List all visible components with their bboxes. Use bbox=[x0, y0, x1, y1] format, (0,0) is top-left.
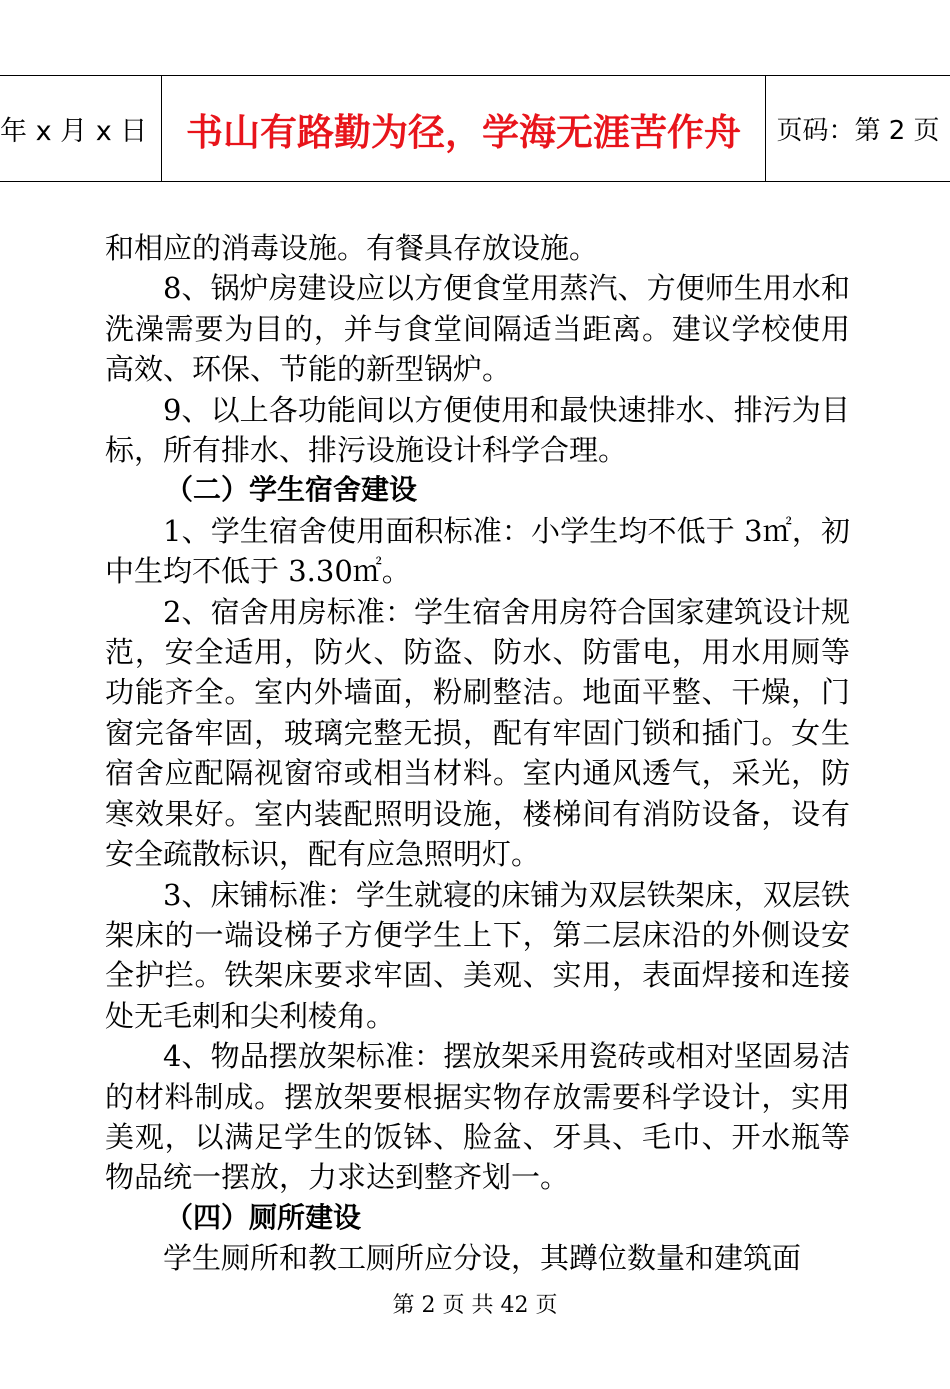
header-date: 年 x 月 x 日 bbox=[0, 76, 162, 181]
header-page-number: 页码：第 2 页 bbox=[776, 116, 940, 146]
paragraph: 1、学生宿舍使用面积标准：小学生均不低于 3㎡，初中生均不低于 3.30㎡。 bbox=[105, 513, 850, 589]
section-heading: （四）厕所建设 bbox=[165, 1200, 362, 1234]
document-body bbox=[105, 228, 850, 1279]
paragraph: 学生厕所和教工厕所应分设，其蹲位数量和建筑面 bbox=[163, 1241, 802, 1276]
header-motto: 书山有路勤为径，学海无涯苦作舟 bbox=[162, 76, 766, 181]
paragraph: 8、锅炉房建设应以方便食堂用蒸汽、方便师生用水和洗澡需要为目的，并与食堂间隔适当距离。建议学校使用高效、环保、节能的新型锅炉。 bbox=[105, 271, 850, 387]
paragraph: 4、物品摆放架标准：摆放架采用瓷砖或相对坚固易洁的材料制成。摆放架要根据实物存放需要科学设计，实用美观，以满足学生的饭钵、脸盆、牙具、毛巾、开水瓶等物品统一摆放，力求达到整齐划一。 bbox=[105, 1039, 850, 1195]
page-header bbox=[0, 75, 950, 182]
paragraph: 2、宿舍用房标准：学生宿舍用房符合国家建筑设计规范，安全适用，防火、防盗、防水、防雷电，用水用厕等功能齐全。室内外墙面，粉刷整洁。地面平整、干燥，门窗完备牢固，玻璃完整无损，配有牢固门锁和插门。女生宿舍应配隔视窗帘或相当材料。室内通风透气，采光，防寒效果好。室内装配照明设施，楼梯间有消防设备，设有安全疏散标识，配有应急照明灯。 bbox=[105, 594, 850, 872]
paragraph: 9、以上各功能间以方便使用和最快速排水、排污为目标，所有排水、排污设施设计科学合理。 bbox=[105, 392, 850, 468]
paragraph: 3、床铺标准：学生就寝的床铺为双层铁架床，双层铁架床的一端设梯子方便学生上下，第二层床沿的外侧设安全护拦。铁架床要求牢固、美观、实用，表面焊接和连接处无毛刺和尖利棱角。 bbox=[105, 877, 850, 1033]
section-heading: （二）学生宿舍建设 bbox=[165, 473, 418, 507]
paragraph: 和相应的消毒设施。有餐具存放设施。 bbox=[105, 231, 599, 265]
page-footer: 第 2 页 共 42 页 bbox=[392, 1293, 558, 1318]
